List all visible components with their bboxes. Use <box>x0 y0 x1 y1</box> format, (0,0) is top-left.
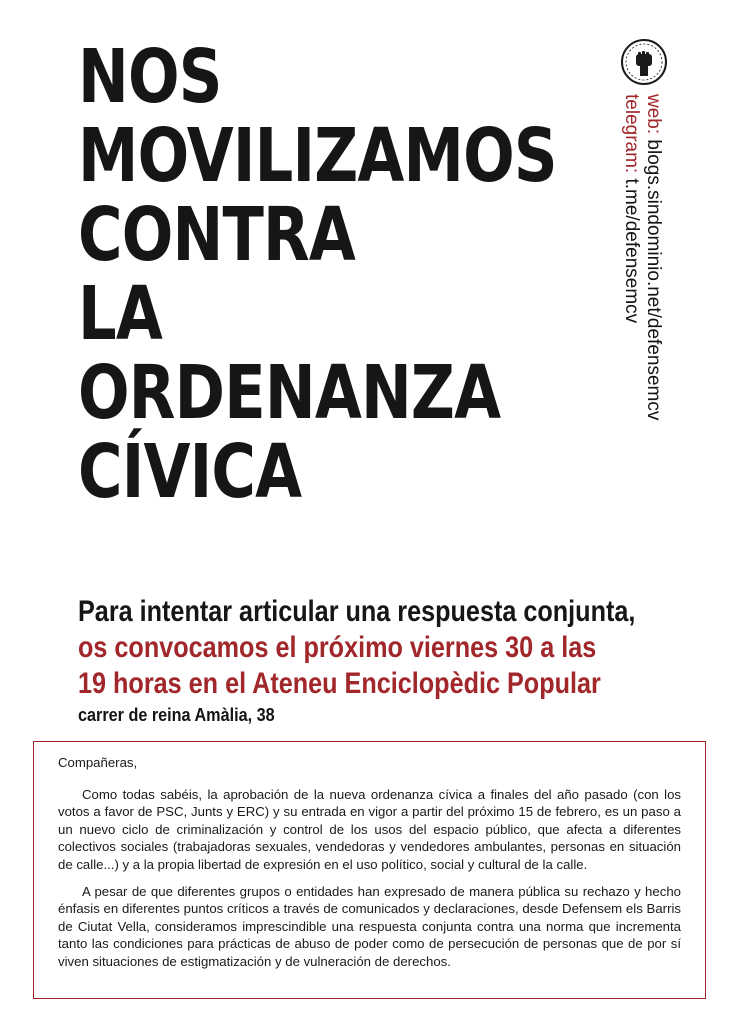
headline <box>78 34 557 515</box>
telegram-link[interactable] <box>620 94 643 323</box>
subhead-line-accent: 19 horas en el Ateneu Enciclopèdic Popular <box>78 667 601 700</box>
subhead-line-accent: os convocamos el próximo viernes 30 a las <box>78 631 597 664</box>
web-url: blogs.sindominio.net/defensemcv <box>643 134 664 421</box>
web-link[interactable] <box>642 94 665 420</box>
headline-line: NOS <box>78 34 222 120</box>
letter-paragraph: A pesar de que diferentes grupos o entidades han expresado de manera pública su rechazo y hecho énfasis en diferentes puntos críticos a través de comunicados y declaraciones, desde Defensem els Barris de Ciutat Vella, consideramos imprescindible una respuesta conjunta contra una norma que incrementa tanto las condiciones para prácticas de abuso de poder como de persecución de personas que de por sí viven situaciones de estigmatización y de vulneración de derechos. <box>58 883 681 969</box>
headline-line: CONTRA <box>78 192 356 278</box>
contact-sidebar <box>612 38 672 421</box>
telegram-url: t.me/defensemcv <box>621 173 642 324</box>
fist-logo-icon <box>620 38 668 86</box>
letter-greeting: Compañeras, <box>58 755 138 770</box>
subhead-line: Para intentar articular una respuesta conjunta, <box>78 595 636 628</box>
headline-line: MOVILIZAMOS <box>78 113 557 199</box>
web-label: web: <box>643 94 664 135</box>
headline-line: LA <box>78 271 162 357</box>
call-to-action <box>78 594 636 702</box>
event-address: carrer de reina Amàlia, 38 <box>78 705 275 725</box>
headline-line: ORDENANZA <box>78 350 501 436</box>
headline-line: CÍVICA <box>78 429 302 515</box>
letter-box <box>33 741 706 999</box>
telegram-label: telegram: <box>621 94 642 174</box>
letter-paragraph: Como todas sabéis, la aprobación de la nueva ordenanza cívica a finales del año pasado (con los votos a favor de PSC, Junts y ERC) y su entrada en vigor a partir del próximo 15 de febrero, es un paso a un nuevo ciclo de criminalización y control de los usos del espacio público, que afecta a diferentes colectivos sociales (trabajadoras sexuales, vendedoras y vendedores ambulantes, personas en situación de calle...) y a la propia libertad de expresión en el uso político, social y cultural de la calle. <box>58 786 681 872</box>
